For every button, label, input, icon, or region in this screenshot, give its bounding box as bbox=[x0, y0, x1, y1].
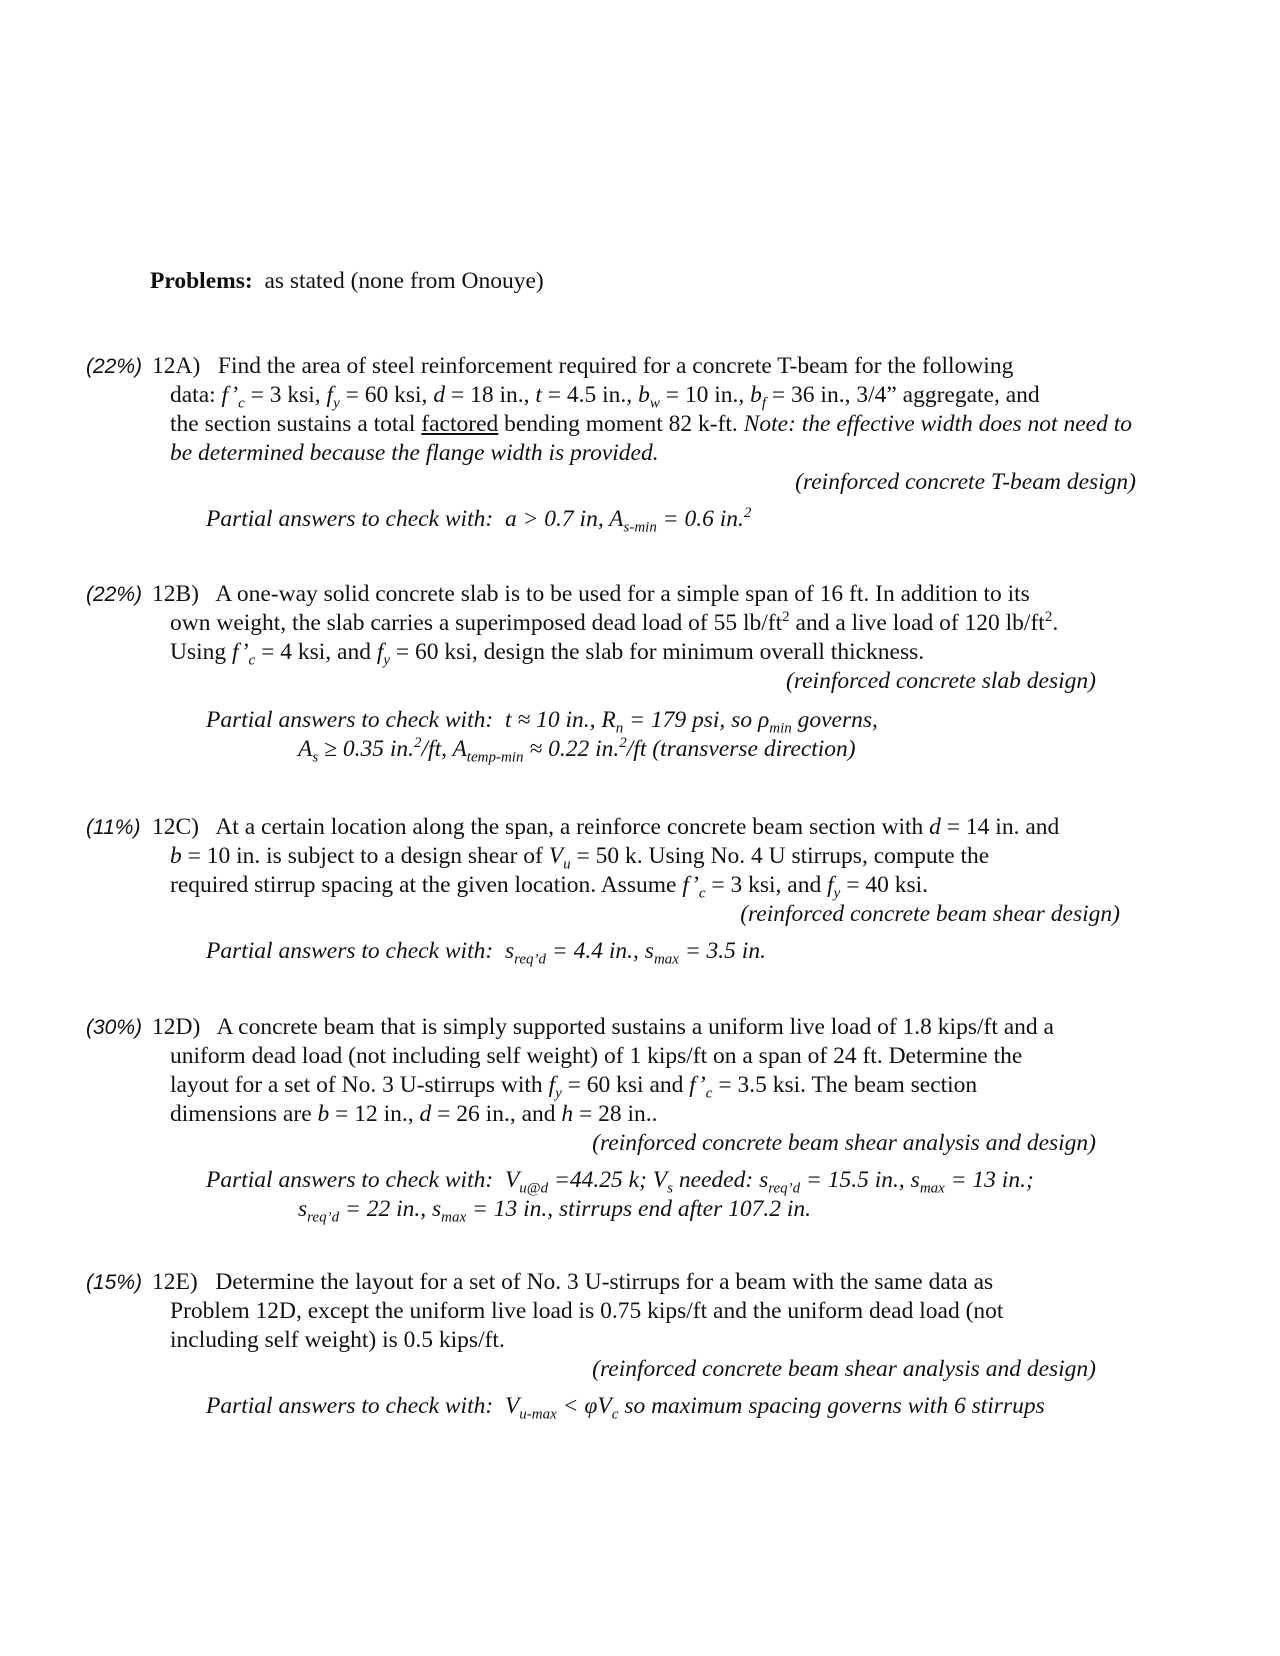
partial-answers: Partial answers to check with: $V_{u@d} =44.25$ k; $V_s$ needed: $s_{req’d} = 15.5$ in., $s_{max} = 13$ in.; bbox=[206, 1167, 1034, 1197]
problem-category: (reinforced concrete T-beam design) bbox=[795, 469, 1136, 495]
heading-label: Problems: bbox=[150, 268, 253, 294]
problem-statement: 12C) At a certain location along the span, a reinforce concrete beam section with d = 14 in. and bbox=[152, 814, 1060, 840]
problem-12a bbox=[86, 352, 1136, 534]
problem-weight: (22%) bbox=[86, 583, 143, 606]
problem-category: (reinforced concrete beam shear analysis and design) bbox=[592, 1130, 1096, 1156]
answers-label: Partial answers to check with: bbox=[206, 938, 494, 964]
problem-12e bbox=[86, 1268, 1136, 1421]
answers-label: Partial answers to check with: bbox=[206, 707, 494, 733]
answers-label: Partial answers to check with: bbox=[206, 1167, 494, 1193]
partial-answers-cont: $A_s \ge 0.35$ in.$^2$/ft, $A_{temp-min} \approx 0.22$ in.$^2$/ft (transverse direction) bbox=[298, 735, 856, 766]
partial-answers: Partial answers to check with: $s_{req’d} = 4.4$ in., $s_{max} = 3.5$ in. bbox=[206, 938, 766, 968]
problem-number: 12B) bbox=[152, 581, 199, 607]
problem-category: (reinforced concrete beam shear analysis and design) bbox=[592, 1356, 1096, 1382]
problem-weight: (15%) bbox=[86, 1271, 143, 1294]
problem-statement-cont: uniform dead load (not including self weight) of 1 kips/ft on a span of 24 ft. Determine the layout for a set of No. 3 U-stirrups with $f_y = 60$ ksi and $f’_c = 3.5$ ksi. The beam section dimensions are b = 12 in., d = 26 in., and h = 28 in.. bbox=[170, 1043, 1023, 1127]
partial-answers: Partial answers to check with: t ≈ 10 in., $R_n = 179$ psi, so $\rho_{min}$ governs, bbox=[206, 707, 878, 737]
problem-weight: (11%) bbox=[86, 816, 141, 839]
heading-text: as stated (none from Onouye) bbox=[264, 268, 544, 294]
problem-number: 12A) bbox=[152, 353, 201, 379]
problem-weight: (22%) bbox=[86, 355, 143, 378]
problem-number: 12C) bbox=[152, 814, 199, 840]
problem-category: (reinforced concrete beam shear design) bbox=[740, 901, 1120, 927]
answers-label: Partial answers to check with: bbox=[206, 1393, 494, 1419]
problem-statement: 12A) Find the area of steel reinforcement required for a concrete T-beam for the following bbox=[152, 353, 1014, 379]
problem-statement: 12D) A concrete beam that is simply supported sustains a uniform live load of 1.8 kips/ft and a bbox=[152, 1014, 1054, 1040]
problem-statement-cont: Problem 12D, except the uniform live load is 0.75 kips/ft and the uniform dead load (not including self weight) is 0.5 kips/ft. bbox=[170, 1298, 1004, 1353]
problem-12d bbox=[86, 1013, 1136, 1224]
problems-heading bbox=[150, 267, 544, 296]
problem-number: 12E) bbox=[152, 1269, 198, 1295]
problem-statement: 12B) A one-way solid concrete slab is to be used for a simple span of 16 ft. In addition to its bbox=[152, 581, 1030, 607]
partial-answers: Partial answers to check with: a > 0.7 in, $A_{s-min} = 0.6$ in.$^2$ bbox=[206, 505, 752, 536]
problem-statement-cont: b = 10 in. is subject to a design shear of $V_u = 50$ k. Using No. 4 U stirrups, compute the required stirrup spacing at the given location. Assume $f’_c = 3$ ksi, and $f_y = 40$ ksi. bbox=[170, 843, 990, 902]
problem-12c bbox=[86, 813, 1136, 966]
partial-answers-cont: $s_{req’d} = 22$ in., $s_{max} = 13$ in., stirrups end after 107.2 in. bbox=[298, 1196, 812, 1226]
problem-statement-cont: data: $f’_c = 3$ ksi, $f_y = 60$ ksi, d = 18 in., t = 4.5 in., $b_w = 10$ in., $b_f = 36$ in., 3/4” aggregate, and the section sustains a total factored bending moment 82 k-ft. Note: the effective width does not need to be determined because the flange width is provided. bbox=[170, 382, 1132, 466]
problem-number: 12D) bbox=[152, 1014, 201, 1040]
problem-statement: 12E) Determine the layout for a set of No. 3 U-stirrups for a beam with the same data as bbox=[152, 1269, 994, 1295]
problem-weight: (30%) bbox=[86, 1016, 143, 1039]
problem-12b bbox=[86, 580, 1136, 764]
answers-label: Partial answers to check with: bbox=[206, 506, 494, 532]
partial-answers: Partial answers to check with: $V_{u-max} < \varphi V_c$ so maximum spacing governs with 6 stirrups bbox=[206, 1393, 1045, 1423]
problem-category: (reinforced concrete slab design) bbox=[786, 668, 1096, 694]
problem-statement-cont: own weight, the slab carries a superimposed dead load of 55 $lb/ft^2$ and a live load of 120 $lb/ft^2$. Using $f’_c = 4$ ksi, and $f_y = 60$ ksi, design the slab for minimum overall thickness. bbox=[170, 609, 1059, 669]
